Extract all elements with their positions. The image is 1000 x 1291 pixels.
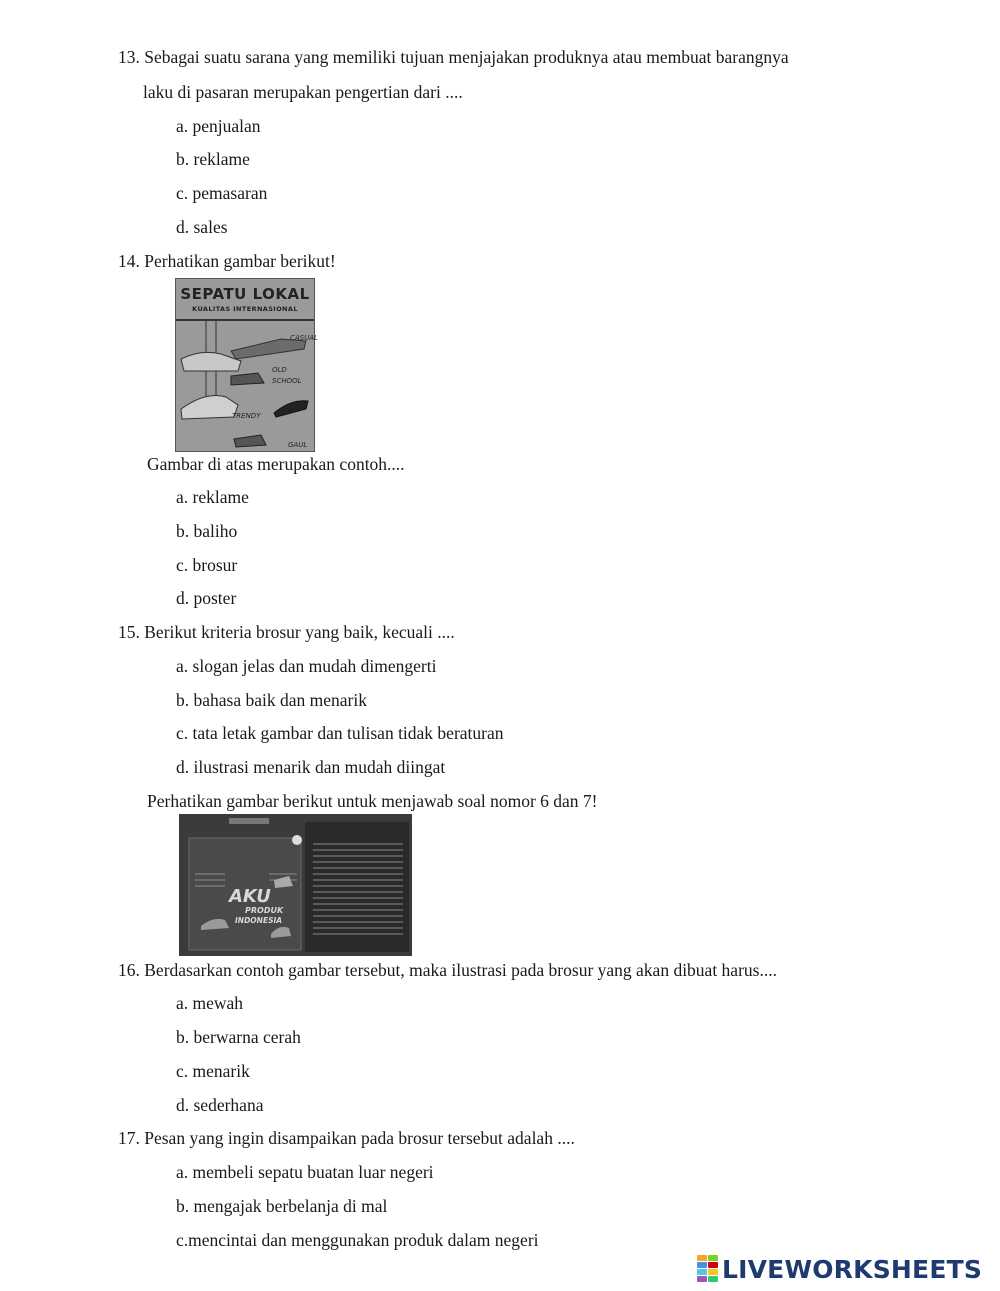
- shoe-illustrations: [176, 279, 316, 453]
- q17-option-a[interactable]: a. membeli sepatu buatan luar negeri: [176, 1162, 434, 1182]
- q13-option-a[interactable]: a. penjualan: [176, 116, 261, 136]
- q14-option-b[interactable]: b. baliho: [176, 521, 238, 541]
- question-14-caption: Gambar di atas merupakan contoh....: [147, 454, 405, 474]
- q15-option-d[interactable]: d. ilustrasi menarik dan mudah diingat: [176, 757, 446, 777]
- q16-option-c[interactable]: c. menarik: [176, 1061, 250, 1081]
- poster-label-gaul: GAUL: [288, 441, 308, 449]
- q13-option-d[interactable]: d. sales: [176, 217, 228, 237]
- poster-title: SEPATU LOKAL: [180, 285, 310, 303]
- brochure-line-produk: PRODUK: [245, 906, 284, 915]
- poster-label-casual: CASUAL: [290, 334, 318, 342]
- liveworksheets-wordmark: LIVEWORKSHEETS: [722, 1254, 983, 1284]
- q14-option-d[interactable]: d. poster: [176, 588, 237, 608]
- brochure-line-indonesia: INDONESIA: [235, 916, 283, 925]
- question-13-text-cont: laku di pasaran merupakan pengertian dari ....: [143, 82, 463, 102]
- liveworksheets-mark-icon: [697, 1255, 719, 1283]
- question-13-text: 13. Sebagai suatu sarana yang memiliki tujuan menjajakan produknya atau membuat barangnya: [118, 47, 789, 67]
- q17-option-b[interactable]: b. mengajak berbelanja di mal: [176, 1196, 388, 1216]
- q16-option-a[interactable]: a. mewah: [176, 993, 244, 1013]
- q16-option-b[interactable]: b. berwarna cerah: [176, 1027, 301, 1047]
- q13-option-b[interactable]: b. reklame: [176, 149, 250, 169]
- q15-option-c[interactable]: c. tata letak gambar dan tulisan tidak beraturan: [176, 723, 504, 743]
- q14-option-c[interactable]: c. brosur: [176, 555, 238, 575]
- question-17-text: 17. Pesan yang ingin disampaikan pada brosur tersebut adalah ....: [118, 1128, 575, 1148]
- brochure-headline: AKU: [229, 886, 271, 907]
- q17-option-c[interactable]: c.mencintai dan menggunakan produk dalam negeri: [176, 1230, 539, 1250]
- q15-option-a[interactable]: a. slogan jelas dan mudah dimengerti: [176, 656, 437, 676]
- poster-subtitle: KUALITAS INTERNASIONAL: [192, 305, 298, 313]
- poster-label-old: OLD: [272, 366, 287, 374]
- question-14-text: 14. Perhatikan gambar berikut!: [118, 251, 336, 271]
- question-16-text: 16. Berdasarkan contoh gambar tersebut, maka ilustrasi pada brosur yang akan dibuat harus....: [118, 960, 777, 980]
- q15-option-b[interactable]: b. bahasa baik dan menarik: [176, 690, 367, 710]
- q13-option-c[interactable]: c. pemasaran: [176, 183, 268, 203]
- liveworksheets-logo: [697, 1252, 982, 1286]
- brochure-illustration: [179, 814, 412, 956]
- q14-option-a[interactable]: a. reklame: [176, 487, 249, 507]
- q16-option-d[interactable]: d. sederhana: [176, 1095, 264, 1115]
- poster-label-school: SCHOOL: [272, 377, 302, 385]
- brochure-intro-text: Perhatikan gambar berikut untuk menjawab soal nomor 6 dan 7!: [147, 791, 598, 811]
- question-15-text: 15. Berikut kriteria brosur yang baik, kecuali ....: [118, 622, 455, 642]
- brochure-image: [179, 814, 412, 956]
- poster-label-trendy: TRENDY: [232, 412, 261, 420]
- shoe-poster-image: [175, 278, 318, 452]
